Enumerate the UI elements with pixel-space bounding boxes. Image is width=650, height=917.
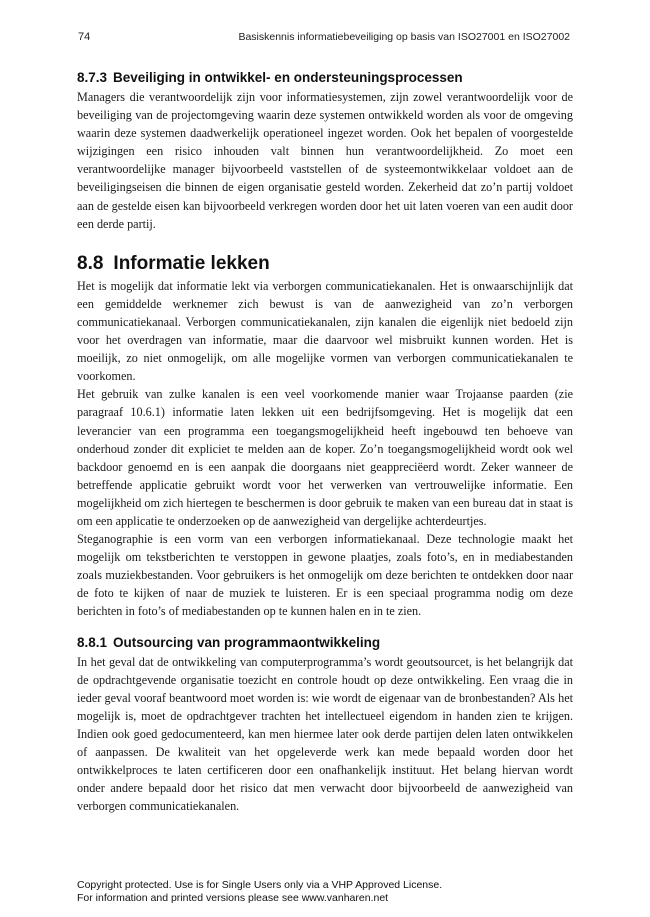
- page-number: 74: [78, 31, 91, 43]
- paragraph: Managers die verantwoordelijk zijn voor informatiesystemen, zijn zowel verantwoordelijk voor de beveiliging van de projectomgeving waarin deze systemen ontwikkeld worden als voor de omgeving waarin deze systemen daadwerkelijk operationeel ingezet worden. Ook het bepalen of voorgestelde wijzigingen een risico inhouden valt binnen hun verantwoordelijkheid. Zo moet een verantwoordelijke manager bijvoorbeeld vaststellen of de systeemontwikkelaar voldoet aan de beveiligingseisen die binnen de eigen organisatie gesteld worden. Zekerheid dat zo’n partij voldoet aan de gestelde eisen kan bijvoorbeeld verkregen worden door het uit laten voeren van een audit door een derde partij.: [77, 90, 573, 231]
- page-content: [77, 70, 573, 815]
- copyright-footer: [77, 879, 442, 905]
- paragraph: In het geval dat de ontwikkeling van computerprogramma’s wordt geoutsourcet, is het belangrijk dat de opdrachtgevende organisatie toezicht en controle houdt op deze ontwikkeling. Een vraag die in ieder geval vooraf beantwoord moet worden is: wie wordt de eigenaar van de bronbestanden? Als het mogelijk is, moet de opdrachtgever trachten het intellectueel eigendom in handen zien te krijgen. Indien ook goed gedocumenteerd, kan men hiermee later ook derde partijen delen laten ontwikkelen of aanpassen. De kwaliteit van het opgeleverde werk kan mede bepaald worden door het ontwikkelproces te laten certificeren door een onafhankelijk instituut. Het belang hiervan wordt onder andere bepaald door het risico dat men verwacht door bijvoorbeeld de aanwezigheid van verborgen communicatiekanalen.: [77, 654, 573, 814]
- paragraph: Het is mogelijk dat informatie lekt via verborgen communicatiekanalen. Het is onwaarschijnlijk dat een gemiddelde werknemer zich bewust is van de aanwezigheid van zo’n verborgen communicatiekanaal. Verborgen communicatiekanalen, zijn kanalen die eigenlijk niet bedoeld zijn voor het overdragen van informatie, maar die daarvoor wel misbruikt kunnen worden. Het is moeilijk, zo niet onmogelijk, om alle mogelijke vormen van verborgen communicatiekanalen te voorkomen.: [77, 278, 573, 384]
- section-title: Informatie lekken: [113, 252, 270, 274]
- section-number: 8.8: [77, 252, 104, 274]
- running-header: Basiskennis informatiebeveiliging op basis van ISO27001 en ISO27002: [238, 31, 570, 43]
- paragraph: Steganographie is een vorm van een verborgen informatiekanaal. Deze technologie maakt het mogelijk om tekstberichten te verstoppen in gewone plaatjes, zoals foto’s, en in mediabestanden zoals muziekbestanden. Voor gebruikers is het onmogelijk om deze berichten te ontdekken door naar de foto te kijken of naar de muziek te luisteren. Er is een speciaal programma nodig om deze berichten in foto’s of mediabestanden op te kunnen halen en in te zien.: [77, 532, 573, 619]
- section-8-8-heading: [77, 253, 573, 275]
- paragraph: Het gebruik van zulke kanalen is een veel voorkomende manier waar Trojaanse paarden (zie paragraaf 10.6.1) informatie laten lekken uit een bedrijfsomgeving. Het is mogelijk dat een leverancier van een programma een toegangsmogelijkheid heeft ingebouwd ten behoeve van onderhoud zonder dit expliciet te melden aan de koper. Zo’n toegangsmogelijkheid wordt ook wel backdoor genoemd en is een aanpak die doorgaans niet geappreciëerd wordt. Zeker wanneer de betreffende applicatie gebruikt wordt voor het verwerken van vertrouwelijke informatie. Een mogelijkheid om zich hiertegen te beschermen is door gebruik te maken van een bureau dat in staat is om een applicatie te onderzoeken op de aanwezigheid van dergelijke achterdeurtjes.: [77, 387, 573, 528]
- footer-line: For information and printed versions please see www.vanharen.net: [77, 892, 389, 904]
- section-number: 8.7.3: [77, 70, 108, 85]
- section-8-7-3-heading: [77, 70, 573, 85]
- section-8-8-1-heading: [77, 635, 573, 650]
- section-number: 8.8.1: [77, 634, 108, 650]
- footer-line: Copyright protected. Use is for Single Users only via a VHP Approved License.: [77, 879, 443, 891]
- section-title: Outsourcing van programmaontwikkeling: [113, 634, 381, 650]
- section-title: Beveiliging in ontwikkel- en ondersteuningsprocessen: [113, 70, 463, 85]
